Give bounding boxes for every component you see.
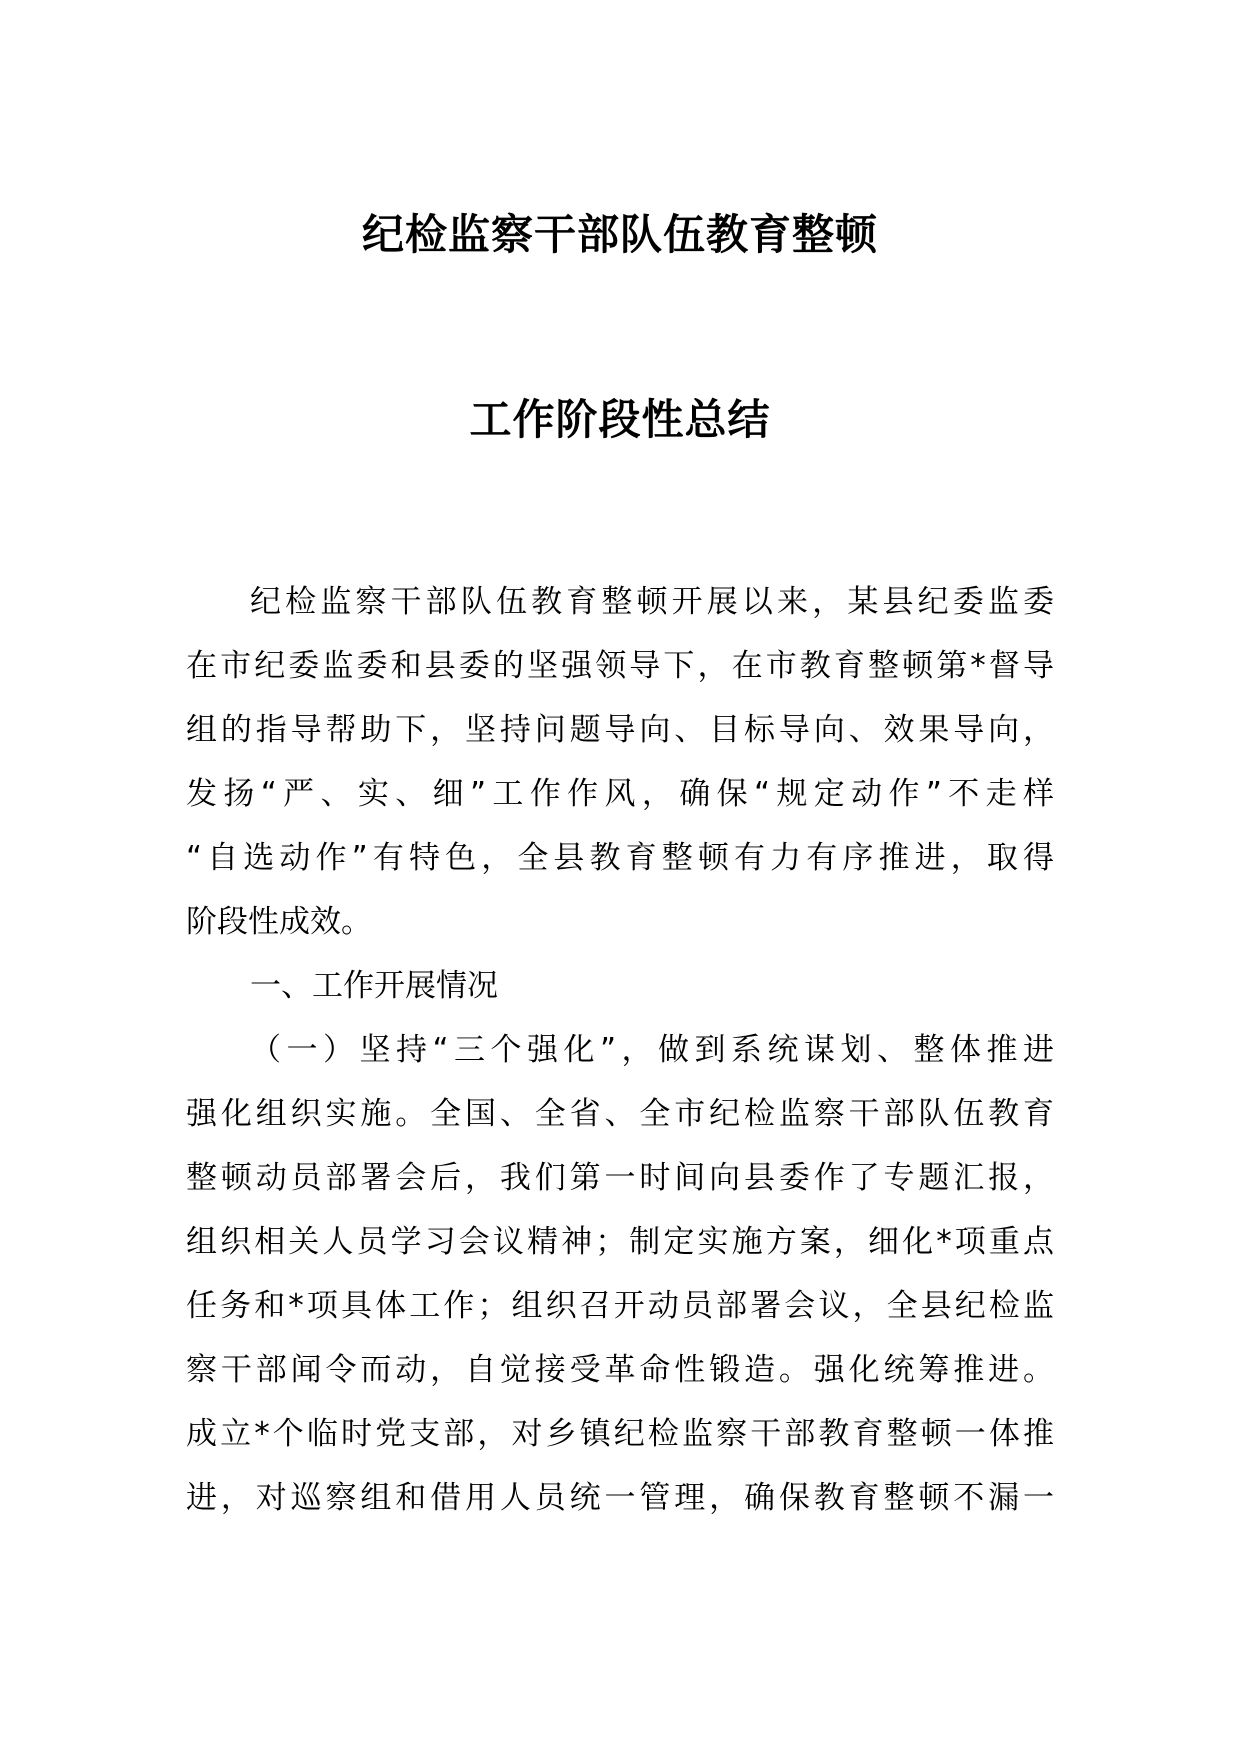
body-line: 组织相关人员学习会议精神；制定实施方案，细化*项重点	[186, 1224, 1054, 1260]
body-line: 阶段性成效。	[186, 904, 372, 940]
body-line: 进，对巡察组和借用人员统一管理，确保教育整顿不漏一	[186, 1480, 1054, 1516]
body-line: 察干部闻令而动，自觉接受革命性锻造。强化统筹推进。	[186, 1352, 1054, 1388]
section-heading: 一、工作开展情况	[250, 968, 498, 1004]
document-title-line-1: 纪检监察干部队伍教育整顿	[361, 210, 878, 259]
body-line: 成立*个临时党支部，对乡镇纪检监察干部教育整顿一体推	[186, 1416, 1054, 1452]
body-line: 在市纪委监委和县委的坚强领导下，在市教育整顿第*督导	[186, 648, 1054, 684]
body-line: 强化组织实施。全国、全省、全市纪检监察干部队伍教育	[186, 1096, 1054, 1132]
body-line: 发扬“严、实、细”工作作风，确保“规定动作”不走样	[186, 776, 1054, 812]
document-title-line-2: 工作阶段性总结	[469, 395, 771, 444]
body-line: 纪检监察干部队伍教育整顿开展以来，某县纪委监委	[250, 584, 1054, 620]
body-line: “自选动作”有特色，全县教育整顿有力有序推进，取得	[186, 840, 1054, 876]
body-line: 整顿动员部署会后，我们第一时间向县委作了专题汇报，	[186, 1160, 1054, 1196]
body-line: 组的指导帮助下，坚持问题导向、目标导向、效果导向，	[186, 712, 1054, 748]
body-line: 任务和*项具体工作；组织召开动员部署会议，全县纪检监	[186, 1288, 1054, 1324]
document-body	[186, 570, 1054, 1530]
subsection-heading: （一）坚持“三个强化”，做到系统谋划、整体推进	[250, 1032, 1054, 1068]
